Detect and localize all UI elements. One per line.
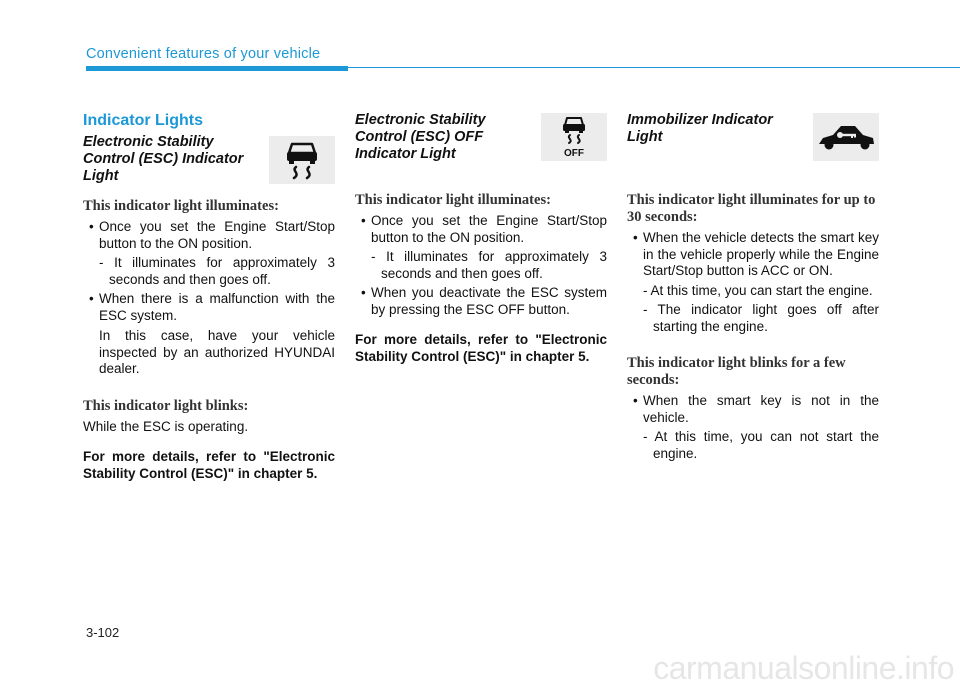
list-subitem: - It illuminates for approximately 3 seconds and then goes off. bbox=[355, 249, 607, 282]
blinks-heading: This indicator light blinks for a few seconds: bbox=[627, 355, 846, 388]
column-esc-off-indicator bbox=[355, 108, 607, 365]
illuminates-heading: This indicator light illuminates for up to 30 seconds: bbox=[627, 192, 876, 225]
list-subitem: - The indicator light goes off after starting the engine. bbox=[627, 302, 879, 335]
page-number: 3-102 bbox=[86, 625, 120, 640]
dealer-paragraph: In this case, have your vehicle inspected by an authorized HYUNDAI dealer. bbox=[99, 328, 335, 376]
header-rule bbox=[348, 67, 960, 68]
subhead-block bbox=[83, 134, 335, 190]
immobilizer-subhead: Immobilizer Indicator Light bbox=[627, 112, 773, 145]
illuminates-heading: This indicator light illuminates: bbox=[355, 192, 551, 208]
list-item: • When there is a malfunction with the ESC system. bbox=[83, 291, 335, 324]
header-title: Convenient features of your vehicle bbox=[86, 46, 321, 62]
esc-skid-car-icon bbox=[269, 136, 335, 184]
illuminates-heading: This indicator light illuminates: bbox=[83, 198, 279, 214]
esc-off-subhead: Electronic Stability Control (ESC) OFF Indicator Light bbox=[355, 112, 486, 162]
list-item: • When you deactivate the ESC system by pressing the ESC OFF button. bbox=[355, 285, 607, 318]
section-title: Indicator Lights bbox=[83, 112, 203, 129]
reference-note: For more details, refer to "Electronic Stability Control (ESC)" in chapter 5. bbox=[355, 332, 607, 364]
list-subitem: - It illuminates for approximately 3 seconds and then goes off. bbox=[83, 255, 335, 288]
list-item: • When the smart key is not in the vehicle. bbox=[627, 393, 879, 426]
list-item: • Once you set the Engine Start/Stop button to the ON position. bbox=[355, 213, 607, 246]
column-immobilizer-indicator bbox=[627, 108, 879, 465]
list-subitem: - At this time, you can not start the engine. bbox=[627, 429, 879, 462]
immobilizer-car-key-icon bbox=[813, 113, 879, 161]
subhead-block bbox=[355, 108, 607, 184]
reference-note: For more details, refer to "Electronic Stability Control (ESC)" in chapter 5. bbox=[83, 449, 335, 481]
watermark: carmanualsonline.info bbox=[653, 650, 954, 686]
column-esc-indicator bbox=[83, 108, 335, 482]
list-item: • When the vehicle detects the smart key in the vehicle properly while the Engine Start/Stop button is ACC or ON. bbox=[627, 230, 879, 280]
header-bar bbox=[86, 66, 348, 71]
blinks-text: While the ESC is operating. bbox=[83, 418, 249, 434]
list-item: • Once you set the Engine Start/Stop button to the ON position. bbox=[83, 219, 335, 252]
list-subitem: - At this time, you can start the engine. bbox=[627, 283, 879, 300]
esc-off-icon bbox=[541, 113, 607, 161]
off-label: OFF bbox=[564, 148, 584, 159]
subhead-block bbox=[627, 108, 879, 184]
esc-indicator-subhead: Electronic Stability Control (ESC) Indicator Light bbox=[83, 134, 244, 184]
blinks-heading: This indicator light blinks: bbox=[83, 397, 249, 414]
